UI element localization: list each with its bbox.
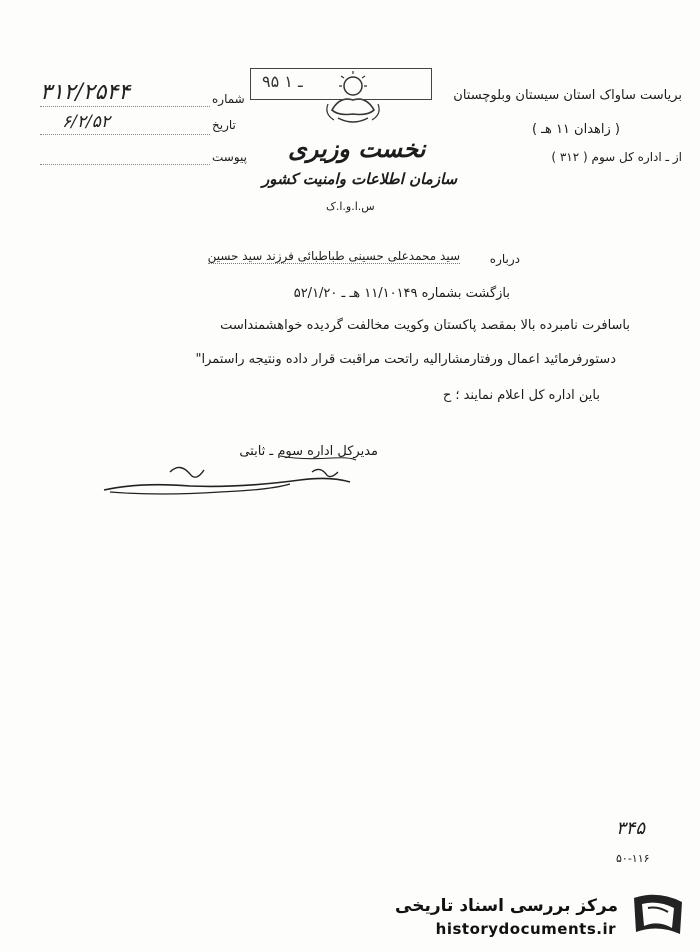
date-field-line [40, 134, 210, 135]
stamp-number: ۹۵ ۱ ـ [262, 72, 303, 91]
form-code: ۵۰-۱۱۶ [616, 852, 650, 865]
attachment-field-line [40, 164, 210, 165]
body-paragraph-2: دستورفرمائید اعمال ورفتارمشارالیه راتحت مراقبت قرار داده ونتیجه راستمرا" [195, 352, 616, 367]
handwritten-signature [100, 452, 360, 502]
organization-title: سازمان اطلاعات وامنیت کشور [262, 170, 458, 188]
organization-code: س.ا.و.ا.ک [326, 200, 375, 213]
date-value: ۶/۲/۵۲ [62, 112, 110, 132]
number-label: شماره [212, 92, 245, 106]
regarding-text: سید محمدعلی حسینی طباطبائی فرزند سید حسین [207, 249, 460, 263]
archive-logo-title: مرکز بررسی اسناد تاریخی [395, 896, 618, 916]
number-value: ۳۱۲/۲۵۴۴ [40, 80, 131, 105]
signatory-title: مدیرکل اداره سوم ـ ثابتی [239, 444, 378, 459]
body-paragraph-3: باین اداره کل اعلام نمایند ؛ ح [442, 388, 600, 403]
attachment-label: پیوست [212, 150, 247, 164]
archive-book-icon [628, 888, 688, 944]
addressee-city: ( زاهدان ۱۱ هـ ) [531, 122, 620, 137]
archive-logo-url: historydocuments.ir [435, 920, 616, 938]
addressee-line: بریاست ساواک استان سیستان وبلوچستان [453, 88, 682, 103]
sender-line: از ـ اداره کل سوم ( ۳۱۲ ) [551, 150, 682, 164]
date-label: تاریخ [212, 118, 236, 132]
number-field-line [40, 106, 210, 107]
body-paragraph-1: باسافرت نامبرده بالا بمقصد پاکستان وکویت مخالفت گردیده خواهشمنداست [220, 318, 630, 333]
regarding-label: درباره [489, 252, 520, 266]
reference-line: بازگشت بشماره ۱۱/۱۰۱۴۹ هـ ـ ۵۲/۱/۲۰ [293, 286, 510, 301]
page-number: ۳۴۵ [616, 818, 646, 839]
ministry-title: نخست وزیری [288, 134, 426, 163]
